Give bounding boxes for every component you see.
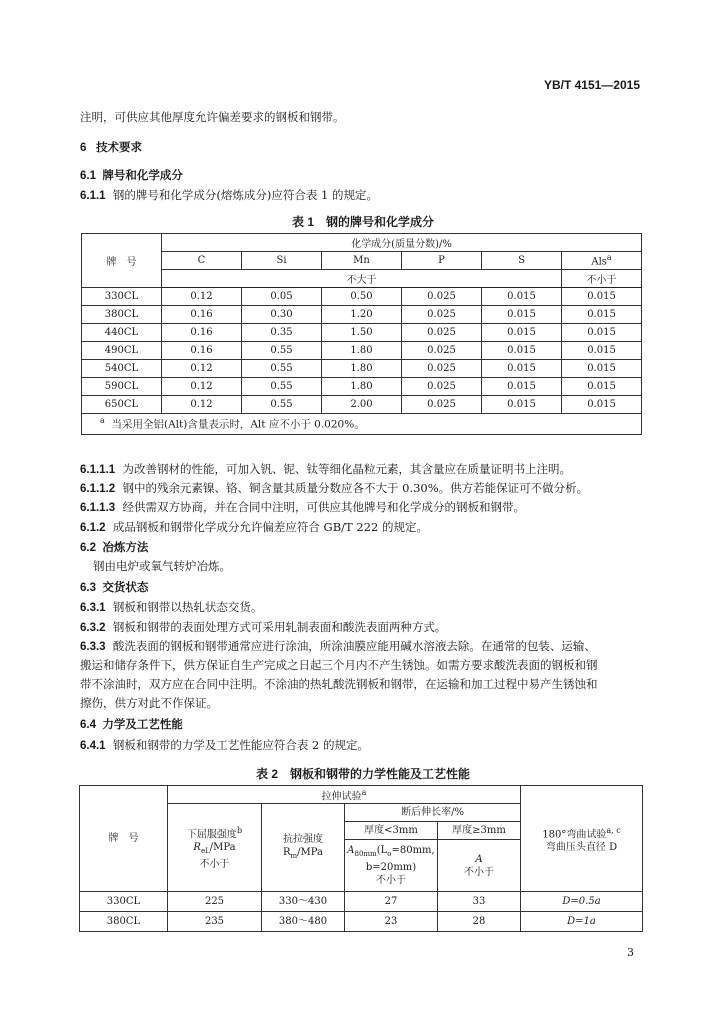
- table-row: [82, 306, 642, 324]
- thin-condition-end: =80mm,: [391, 845, 435, 857]
- clause-number: 6.3.2: [80, 622, 106, 634]
- grade-cell: 650CL: [82, 396, 162, 414]
- footnote-text: 当采用全铝(Alt)含量表示时，Alt 应不小于 0.020%。: [111, 418, 365, 431]
- value-cell: 0.30: [242, 306, 322, 324]
- tensile-test-label: 拉伸试验: [321, 791, 362, 803]
- clause-6-3-3-line: 擦伤，供方对此不作保证。: [80, 696, 218, 710]
- section-6-1-heading: [80, 167, 183, 183]
- value-cell: 0.015: [562, 324, 642, 342]
- footnote-marker: b: [236, 826, 243, 836]
- section-title: 力学及工艺性能: [102, 719, 183, 731]
- table-row: [82, 378, 642, 396]
- section-number: 6.2: [80, 542, 96, 554]
- tensile-strength-label: 抗拉强度 R: [282, 833, 323, 858]
- value-cell: 0.16: [162, 342, 242, 360]
- value-cell: 0.015: [482, 306, 562, 324]
- value-cell: D=0.5a: [521, 892, 643, 912]
- grade-cell: 490CL: [82, 342, 162, 360]
- yield-unit: /MPa: [209, 842, 236, 854]
- grade-cell: 380CL: [80, 912, 168, 932]
- table1: [81, 233, 642, 435]
- bend-title: 180°弯曲试验: [542, 828, 607, 840]
- thick-header: 厚度≥3mm: [438, 822, 521, 840]
- section-number: 6.1: [80, 170, 96, 182]
- value-cell: D=1a: [521, 912, 643, 932]
- footnote-marker: a: [606, 253, 612, 263]
- clause-number: 6.3.1: [80, 602, 106, 614]
- value-cell: 0.12: [162, 396, 242, 414]
- clause-number: 6.1.1: [80, 190, 106, 202]
- element-header: P: [402, 252, 482, 270]
- value-cell: 0.015: [562, 342, 642, 360]
- value-cell: 0.015: [482, 288, 562, 306]
- section-title: 交货状态: [102, 582, 149, 594]
- thin-condition: (L: [376, 845, 388, 857]
- value-cell: 23: [345, 912, 438, 932]
- value-cell: 0.025: [402, 360, 482, 378]
- value-cell: 0.16: [162, 324, 242, 342]
- clause-6-1-1-2: [80, 479, 588, 498]
- clause-text: 钢板和钢带以热轧状态交货。: [112, 600, 263, 614]
- table2: [79, 785, 643, 932]
- element-header: [562, 252, 642, 270]
- clause-text: 钢板和钢带的力学及工艺性能应符合表 2 的规定。: [112, 738, 370, 752]
- element-header: Mn: [322, 252, 402, 270]
- value-cell: 380～480: [262, 912, 345, 932]
- yield-title: 下屈服强度: [186, 829, 237, 841]
- clause-number: 6.1.1.3: [80, 502, 116, 514]
- section-number: 6.3: [80, 582, 96, 594]
- value-cell: 0.12: [162, 288, 242, 306]
- value-cell: 1.50: [322, 324, 402, 342]
- value-cell: 0.015: [482, 396, 562, 414]
- clause-number: 6.1.1.2: [80, 483, 116, 495]
- section-number: 6.4: [80, 719, 96, 731]
- value-cell: 2.00: [322, 396, 402, 414]
- clause-6-2-text: 钢由电炉或氧气转炉冶炼。: [93, 559, 231, 573]
- value-cell: 235: [168, 912, 262, 932]
- footnote-marker: a, c: [606, 825, 621, 835]
- table-row: [82, 342, 642, 360]
- thin-subscript: 80mm: [354, 850, 377, 859]
- section-6-heading: [80, 139, 142, 155]
- clause-number: 6.4.1: [80, 740, 106, 752]
- value-cell: 0.015: [562, 306, 642, 324]
- value-cell: 0.16: [162, 306, 242, 324]
- elongation-header: 断后伸长率/%: [345, 804, 521, 822]
- grade-header: 牌 号: [80, 786, 168, 892]
- value-cell: 33: [438, 892, 521, 912]
- thin-condition-subscript: o: [387, 850, 392, 859]
- value-cell: 0.35: [242, 324, 322, 342]
- table2-caption: 表 2 钢板和钢带的力学性能及工艺性能: [255, 767, 470, 781]
- section-number: 6: [80, 142, 87, 154]
- value-cell: 28: [438, 912, 521, 932]
- clause-6-1-2: [80, 518, 428, 537]
- grade-cell: 330CL: [80, 892, 168, 912]
- clause-6-4-1: [80, 736, 369, 755]
- clause-6-1-1-3: [80, 498, 525, 517]
- value-cell: 0.015: [562, 360, 642, 378]
- value-cell: 0.015: [482, 360, 562, 378]
- element-header: S: [482, 252, 562, 270]
- grade-cell: 590CL: [82, 378, 162, 396]
- value-cell: 0.05: [242, 288, 322, 306]
- table1-caption: 表 1 钢的牌号和化学成分: [291, 215, 434, 229]
- table-row: [82, 396, 642, 414]
- clause-text: 为改善钢材的性能，可加入钒、铌、钛等细化晶粒元素，其含量应在质量证明书上注明。: [122, 462, 571, 476]
- tensile-unit: /MPa: [297, 846, 324, 858]
- grade-cell: 440CL: [82, 324, 162, 342]
- standard-code: YB/T 4151—2015: [543, 78, 640, 92]
- clause-number: 6.1.1.1: [80, 464, 116, 476]
- section-6-4-heading: [80, 716, 183, 732]
- intro-text: 注明，可供应其他厚度允许偏差要求的钢板和钢带。: [80, 110, 345, 124]
- clause-6-1-1-1: [80, 460, 571, 479]
- table-row: [80, 912, 643, 932]
- value-cell: 1.80: [322, 378, 402, 396]
- clause-text: 经供需双方协商，并在合同中注明，可供应其他牌号和化学成分的钢板和钢带。: [122, 500, 525, 514]
- grade-header: 牌 号: [82, 234, 162, 288]
- grade-cell: 540CL: [82, 360, 162, 378]
- section-6-2-heading: [80, 539, 148, 555]
- clause-6-3-3-line: 搬运和储存条件下，供方保证自生产完成之日起三个月内不产生锈蚀。如需方要求酸洗表面的钢板和钢: [80, 658, 598, 672]
- table1-footnote: [82, 414, 642, 435]
- element-header: Si: [242, 252, 322, 270]
- clause-text: 钢中的残余元素镍、铬、铜含量其质量分数应各不大于 0.30%。供方若能保证可不做分析。: [122, 481, 589, 495]
- value-cell: 225: [168, 892, 262, 912]
- value-cell: 1.20: [322, 306, 402, 324]
- value-cell: 1.80: [322, 342, 402, 360]
- thin-condition-2: b=20mm): [365, 862, 417, 874]
- value-cell: 0.015: [482, 324, 562, 342]
- element-header: C: [162, 252, 242, 270]
- thin-limit: 不小于: [376, 875, 406, 887]
- value-cell: 0.015: [482, 378, 562, 396]
- value-cell: 0.015: [562, 288, 642, 306]
- value-cell: 27: [345, 892, 438, 912]
- footnote-marker: a: [100, 416, 105, 426]
- section-title: 牌号和化学成分: [102, 170, 183, 182]
- clause-number: 6.1.2: [80, 522, 106, 534]
- bend-subtitle: 弯曲压头直径 D: [545, 841, 618, 853]
- als-label: Als: [591, 256, 607, 268]
- value-cell: 0.55: [242, 396, 322, 414]
- value-cell: 0.55: [242, 360, 322, 378]
- table-row: [82, 360, 642, 378]
- clause-6-3-3-line: 带不涂油时，双方应在合同中注明。不涂油的热轧酸洗钢板和钢带，在运输和加工过程中易产生锈蚀和: [80, 677, 598, 691]
- value-cell: 0.55: [242, 378, 322, 396]
- value-cell: 1.80: [322, 360, 402, 378]
- clause-number: 6.3.3: [80, 641, 106, 653]
- limit-max-label: 不大于: [162, 270, 562, 288]
- clause-6-3-2: [80, 618, 446, 637]
- tensile-test-header: [168, 786, 521, 804]
- yield-strength-header: [168, 804, 262, 892]
- yield-limit: 不小于: [199, 859, 230, 871]
- value-cell: 0.50: [322, 288, 402, 306]
- thin-symbol: A: [347, 845, 355, 857]
- tensile-subscript: m: [290, 851, 298, 860]
- clause-text: 成品钢板和钢带化学成分允许偏差应符合 GB/T 222 的规定。: [112, 520, 428, 534]
- value-cell: 0.025: [402, 342, 482, 360]
- thick-symbol: A: [475, 853, 483, 865]
- section-title: 技术要求: [96, 142, 142, 154]
- tensile-strength-header: [262, 804, 345, 892]
- section-title: 冶炼方法: [102, 542, 149, 554]
- value-cell: 0.025: [402, 324, 482, 342]
- thick-limit: 不小于: [464, 866, 495, 878]
- value-cell: 0.015: [482, 342, 562, 360]
- grade-cell: 380CL: [82, 306, 162, 324]
- value-cell: 0.015: [562, 396, 642, 414]
- clause-text: 钢板和钢带的表面处理方式可采用轧制表面和酸洗表面两种方式。: [112, 620, 447, 634]
- thick-elongation-spec: [438, 840, 521, 892]
- value-cell: 0.025: [402, 306, 482, 324]
- value-cell: 0.12: [162, 378, 242, 396]
- table-row: [80, 892, 643, 912]
- page-number: 3: [627, 946, 634, 959]
- section-6-3-heading: [80, 579, 148, 595]
- limit-min-label: 不小于: [562, 270, 642, 288]
- value-cell: 0.55: [242, 342, 322, 360]
- thin-header: 厚度<3mm: [345, 822, 438, 840]
- value-cell: 0.025: [402, 396, 482, 414]
- value-cell: 0.025: [402, 378, 482, 396]
- value-cell: 0.12: [162, 360, 242, 378]
- composition-header: 化学成分(质量分数)/%: [162, 234, 642, 252]
- clause-text: 酸洗表面的钢板和钢带通常应进行涂油，所涂油膜应能用碱水溶液去除。在通常的包装、运输、: [112, 639, 596, 653]
- footnote-marker: a: [361, 788, 367, 797]
- grade-cell: 330CL: [82, 288, 162, 306]
- value-cell: 0.025: [402, 288, 482, 306]
- thin-elongation-spec: [345, 840, 438, 892]
- value-cell: 0.015: [562, 378, 642, 396]
- table-row: [82, 324, 642, 342]
- yield-symbol: R: [193, 842, 201, 854]
- clause-text: 钢的牌号和化学成分(熔炼成分)应符合表 1 的规定。: [112, 188, 378, 202]
- clause-6-3-1: [80, 598, 262, 617]
- bend-test-header: [521, 786, 643, 892]
- value-cell: 330～430: [262, 892, 345, 912]
- table-row: [82, 288, 642, 306]
- clause-6-3-3: [80, 637, 596, 656]
- yield-subscript: eL: [200, 847, 210, 856]
- clause-6-1-1: [80, 186, 378, 205]
